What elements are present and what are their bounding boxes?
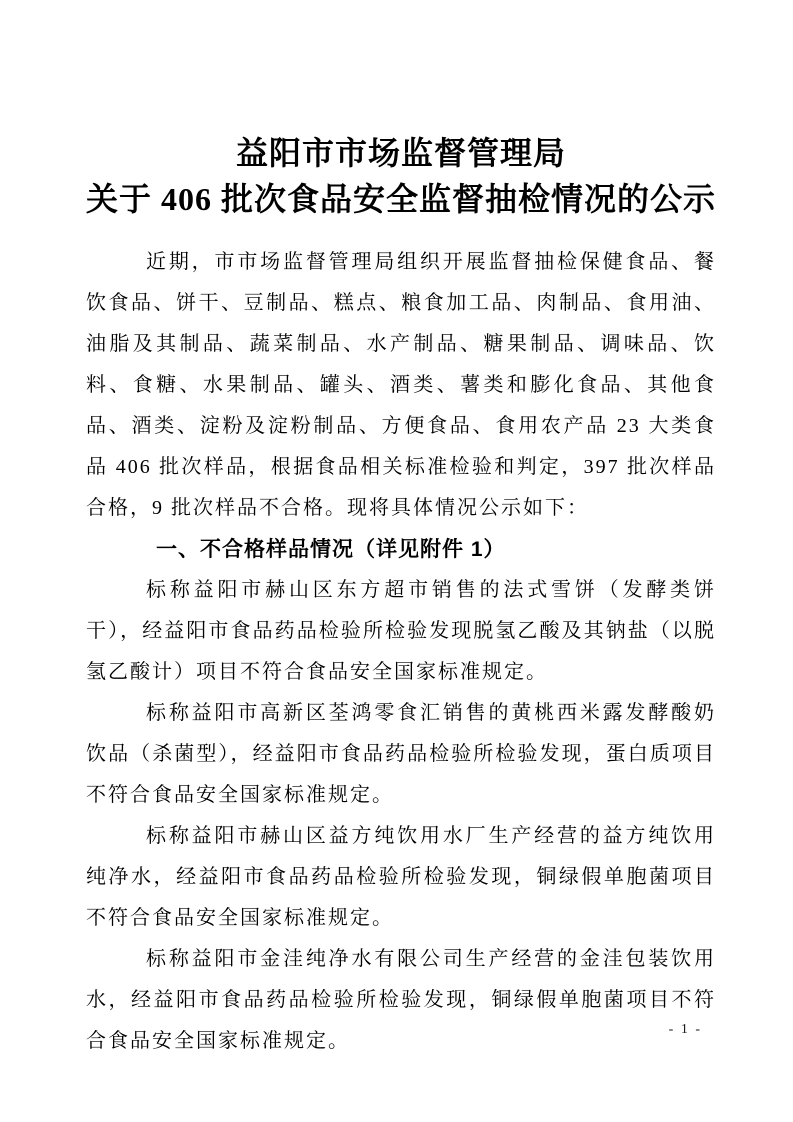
title-line-2: 关于 406 批次食品安全监督抽检情况的公示 — [86, 181, 717, 217]
title-line-1: 益阳市市场监督管理局 — [235, 135, 566, 171]
document-title — [86, 130, 716, 222]
page-number: - 1 - — [668, 1022, 702, 1037]
noncompliant-item-2: 标称益阳市高新区荃鸿零食汇销售的黄桃西米露发酵酸奶饮品（杀菌型），经益阳市食品药品检验所检验发现，蛋白质项目不符合食品安全国家标准规定。 — [86, 702, 716, 806]
noncompliant-item-3: 标称益阳市赫山区益方纯饮用水厂生产经营的益方纯饮用纯净水，经益阳市食品药品检验所检验发现，铜绿假单胞菌项目不符合食品安全国家标准规定。 — [86, 825, 716, 929]
document-body — [86, 242, 716, 1062]
intro-paragraph: 近期，市市场监督管理局组织开展监督抽检保健食品、餐饮食品、饼干、豆制品、糕点、粮食加工品、肉制品、食用油、油脂及其制品、蔬菜制品、水产制品、糖果制品、调味品、饮料、食糖、水果制品、罐头、酒类、薯类和膨化食品、其他食品、酒类、淀粉及淀粉制品、方便食品、食用农产品 23 大类食品 406 批次样品，根据食品相关标准检验和判定，397 批次样品合格，9 批次样品不合格。现将具体情况公示如下： — [86, 251, 716, 519]
section-1-heading: 一、不合格样品情况（详见附件 1） — [156, 538, 506, 561]
noncompliant-item-1: 标称益阳市赫山区东方超市销售的法式雪饼（发酵类饼干），经益阳市食品药品检验所检验发现脱氢乙酸及其钠盐（以脱氢乙酸计）项目不符合食品安全国家标准规定。 — [86, 579, 716, 683]
noncompliant-item-4: 标称益阳市金洼纯净水有限公司生产经营的金洼包装饮用水，经益阳市食品药品检验所检验发现，铜绿假单胞菌项目不符合食品安全国家标准规定。 — [86, 948, 716, 1052]
